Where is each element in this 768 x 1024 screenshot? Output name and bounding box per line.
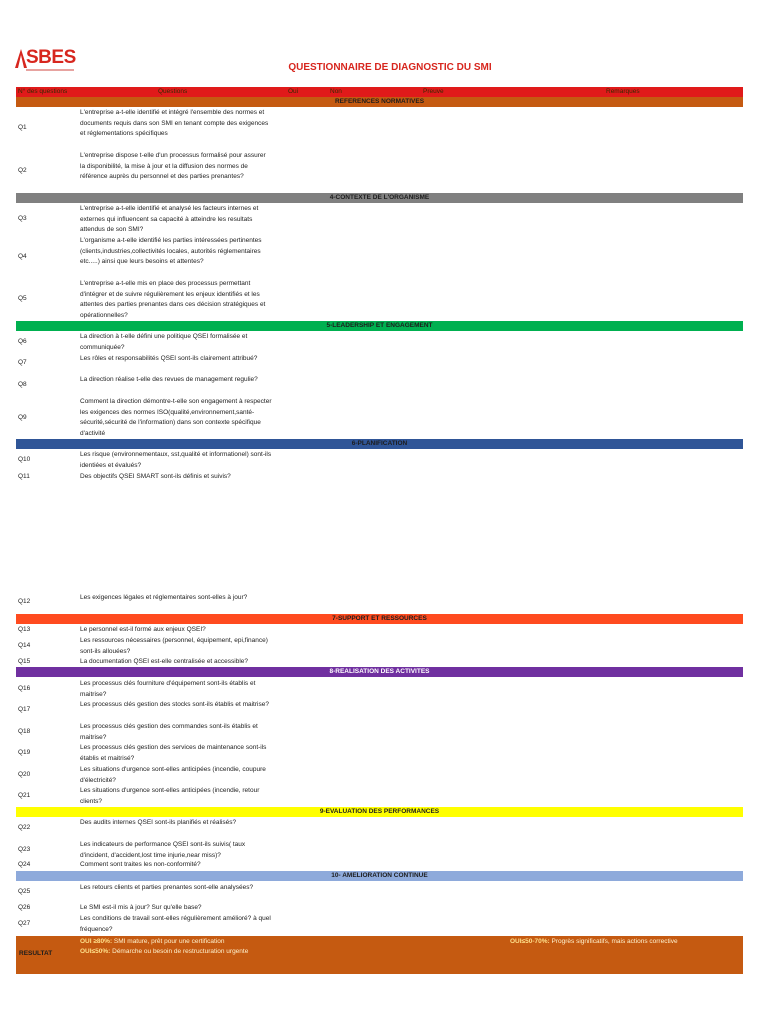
question-id: Q26 bbox=[18, 904, 31, 911]
section-evaluation-performances: 9-EVALUATION DES PERFORMANCES bbox=[16, 807, 743, 817]
question-text: Les processus clés fourniture d'équipement sont-ils établis et maitrise? bbox=[80, 680, 256, 698]
question-id: Q8 bbox=[18, 381, 27, 388]
section-contexte-organisme: 4-CONTEXTE DE L'ORGANISME bbox=[16, 193, 743, 203]
question-id: Q27 bbox=[18, 920, 31, 927]
question-text: Les rôles et responsabilités QSEI sont-ils clairement attribué? bbox=[80, 355, 258, 362]
section-amelioration-continue: 10- AMELIORATION CONTINUE bbox=[16, 871, 743, 881]
question-text: L'entreprise a-t-elle mis en place des processus permettant d'intégrer et de suivre régulièrement les enjeux identifiés et les attentes des parties prenantes dans ces décision stratégiques et opérationnelles? bbox=[80, 280, 266, 319]
result-line-80-threshold: OUI ≥80%: bbox=[80, 938, 113, 945]
question-text: Les ressources nécessaires (personnel, équipement, epi,finance) sont-ils allouées? bbox=[80, 637, 268, 655]
question-text: Des audits internes QSEI sont-ils planifiés et réalisés? bbox=[80, 819, 237, 826]
result-line-50-70-threshold: OUI≤50-70%: bbox=[510, 938, 550, 945]
question-id: Q3 bbox=[18, 215, 27, 222]
question-text: Le personnel est-il formé aux enjeux QSEI? bbox=[80, 626, 206, 633]
question-text: Les processus clés gestion des stocks sont-ils établis et maitrise? bbox=[80, 701, 269, 708]
table-header-row bbox=[16, 87, 743, 97]
question-id: Q6 bbox=[18, 338, 27, 345]
question-text: L'entreprise dispose t-elle d'un processus formalisé pour assurer la disponibilité, la mise à jour et la diffusion des normes de référence auprès du personnel et des parties prenantes? bbox=[80, 152, 266, 180]
question-text: La direction réalise t-elle des revues de management regulie? bbox=[80, 376, 258, 383]
question-text: L'entreprise a-t-elle identifié et intégré l'ensemble des normes et documents requis dans son SMI en tenant compte des exigences et réglementations spécifiques bbox=[80, 109, 269, 137]
document-title: QUESTIONNAIRE DE DIAGNOSTIC DU SMI bbox=[288, 62, 492, 73]
question-id: Q10 bbox=[18, 456, 31, 463]
result-line-50 bbox=[80, 948, 248, 955]
question-text: Les processus clés gestion des commandes sont-ils établis et maitrise? bbox=[80, 723, 258, 741]
logo-tagline-line bbox=[26, 69, 74, 71]
question-id: Q20 bbox=[18, 771, 31, 778]
section-references-normatives: REFERENCES NORMATIVES bbox=[16, 97, 743, 107]
question-text: Comment la direction démontre-t-elle son engagement à respecter les exigences des normes ISO(qualité,environnement,santé-sécurité,sécurité de l'information) dans son contexte spécifique d'activité bbox=[80, 398, 272, 437]
question-text: Les situations d'urgence sont-elles anticipées (incendie, coupure d'électricité? bbox=[80, 766, 266, 784]
question-id: Q9 bbox=[18, 414, 27, 421]
question-id: Q23 bbox=[18, 846, 31, 853]
question-id: Q15 bbox=[18, 658, 31, 665]
question-id: Q19 bbox=[18, 749, 31, 756]
question-id: Q7 bbox=[18, 359, 27, 366]
question-text: Les conditions de travail sont-elles régulièrement amélioré? à quel fréquence? bbox=[80, 915, 271, 933]
logo-text: SBES bbox=[26, 47, 76, 68]
question-id: Q17 bbox=[18, 706, 31, 713]
question-text: La direction à t-elle défini une politique QSEI formalisée et communiquée? bbox=[80, 333, 248, 351]
question-text: Les risque (environnementaux, sst,qualité et informationel) sont-ils identiées et évalués? bbox=[80, 451, 272, 469]
question-id: Q14 bbox=[18, 642, 31, 649]
result-line-80-text: SMI mature, prêt pour une certification bbox=[112, 938, 225, 945]
company-logo bbox=[14, 48, 84, 74]
question-text: La documentation QSEI est-elle centralisée et accessible? bbox=[80, 658, 249, 665]
question-id: Q24 bbox=[18, 861, 31, 868]
result-line-80 bbox=[80, 938, 224, 945]
result-block bbox=[16, 936, 743, 974]
question-text: Les situations d'urgence sont-elles anticipées (incendie, retour clients? bbox=[80, 787, 260, 805]
question-id: Q13 bbox=[18, 626, 31, 633]
question-id: Q4 bbox=[18, 253, 27, 260]
question-id: Q1 bbox=[18, 124, 27, 131]
question-text: Les indicateurs de performance QSEI sont-ils suivis( taux d'incident, d'accident,lost time injurie,near miss)? bbox=[80, 841, 246, 859]
header-preuve: Preuve bbox=[423, 88, 444, 95]
result-label: RESULTAT bbox=[19, 950, 53, 957]
question-text: Des objectifs QSEI SMART sont-ils définis et suivis? bbox=[80, 473, 231, 480]
section-planification: 6-PLANIFICATION bbox=[16, 439, 743, 449]
question-id: Q11 bbox=[18, 473, 30, 480]
header-oui: Oui bbox=[288, 88, 299, 95]
header-num: N° des questions bbox=[18, 88, 68, 95]
question-text: Les retours clients et parties prenantes sont-elle analysées? bbox=[80, 884, 254, 891]
section-realisation-activites: 8-REALISATION DES ACTIVITES bbox=[16, 667, 743, 677]
result-line-50-70-text: Progrès significatifs, mais actions corrective bbox=[549, 938, 678, 945]
question-id: Q25 bbox=[18, 888, 31, 895]
header-non: Non bbox=[330, 88, 342, 95]
question-id: Q18 bbox=[18, 728, 31, 735]
question-id: Q16 bbox=[18, 685, 31, 692]
question-text: L'entreprise a-t-elle identifié et analysé les facteurs internes et externes qui influencent sa capacité à atteindre les resultats attendus de son SMI? bbox=[80, 205, 259, 233]
question-id: Q21 bbox=[18, 792, 31, 799]
result-line-50-threshold: OUI≤50%: bbox=[80, 948, 111, 955]
header-questions: Questions bbox=[158, 88, 188, 95]
question-id: Q12 bbox=[18, 598, 31, 605]
question-text: L'organisme a-t-elle identifié les parties intéressées pertinentes (clients,industries,collectivités locales, autorités réglementaires etc.....) ainsi que leurs besoins et attentes? bbox=[80, 237, 262, 265]
question-text: Les processus clés gestion des services de maintenance sont-ils établis et maitrisé? bbox=[80, 744, 267, 762]
question-text: Le SMI est-il mis à jour? Sur qu'elle base? bbox=[80, 904, 202, 911]
section-support-ressources: 7-SUPPORT ET RESSOURCES bbox=[16, 614, 743, 624]
result-line-50-70 bbox=[510, 938, 678, 945]
question-id: Q5 bbox=[18, 295, 27, 302]
result-line-50-text: Démarche ou besoin de restructuration urgente bbox=[110, 948, 249, 955]
question-text: Les exigences légales et réglementaires sont-elles à jour? bbox=[80, 594, 248, 601]
question-id: Q2 bbox=[18, 167, 27, 174]
question-text: Comment sont traites les non-conformité? bbox=[80, 861, 201, 868]
header-remarques: Remarques bbox=[606, 88, 640, 95]
question-id: Q22 bbox=[18, 824, 31, 831]
section-leadership: 5-LEADERSHIP ET ENGAGEMENT bbox=[16, 321, 743, 331]
